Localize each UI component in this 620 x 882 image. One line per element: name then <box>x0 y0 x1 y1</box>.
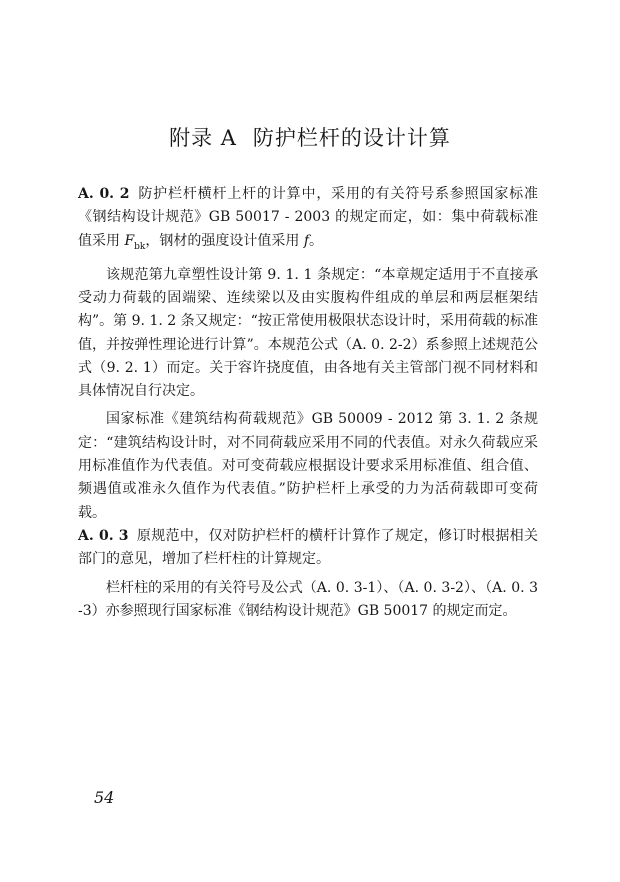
paragraph-text: 原规范中，仅对防护栏杆的横杆计算作了规定，修订时根据相关部门的意见，增加了栏杆柱的计算规定。 <box>78 527 539 568</box>
clause-number-a02: A. 0. 2 <box>78 186 130 202</box>
symbol-f: f <box>303 232 310 249</box>
appendix-label: 附录 A <box>169 126 237 150</box>
clause-a03-paragraph-2: 栏杆柱的采用的有关符号及公式（A. 0. 3-1）、（A. 0. 3-2）、（A. 0. 3-3）亦参照现行国家标准《钢结构设计规范》GB 50017 的规定而定。 <box>78 579 538 619</box>
paragraph-text: ，钢材的强度设计值采用 <box>145 232 304 249</box>
page-number: 54 <box>94 788 115 807</box>
clause-a02-paragraph-3: 国家标准《建筑结构荷载规范》GB 50009 - 2012 第 3. 1. 2 条规定：“建筑结构设计时，对不同荷载应采用不同的代表值。对永久荷载应采用标准值作为代表值。对可变荷载应根据设计要求采用标准值、组合值、频遇值或准永久值作为代表值。”防护栏杆上承受的力为活荷载即可变荷载。 <box>78 411 538 521</box>
body-text <box>78 183 538 623</box>
symbol-f-bk: $F_{bk}$ <box>124 232 146 252</box>
paragraph-text: 。 <box>309 232 324 249</box>
clause-a03-paragraph-1 <box>78 525 538 572</box>
paragraph-text: 防护栏杆横杆上杆的计算中，采用的有关符号系参照国家标准《钢结构设计规范》GB 50017 - 2003 的规定而定，如：集中荷载标准值采用 <box>78 186 539 249</box>
clause-number-a03: A. 0. 3 <box>78 527 129 544</box>
clause-a02-paragraph-2: 该规范第九章塑性设计第 9. 1. 1 条规定：“本章规定适用于不直接承受动力荷载的固端梁、连续梁以及由实腹构件组成的单层和两层框架结构”。第 9. 1. 2 条又规定：“按正常使用极限状态设计时，采用荷载的标准值，并按弹性理论进行计算”。本规范公式（A. 0. 2-2）系参照上述规范公式（9. 2. 1）而定。关于容许挠度值，由各地有关主管部门视不同材料和具体情况自行决定。 <box>78 266 538 400</box>
appendix-title <box>0 122 620 152</box>
clause-a02-paragraph-1 <box>78 183 538 259</box>
appendix-title-text: 防护栏杆的设计计算 <box>252 126 451 150</box>
